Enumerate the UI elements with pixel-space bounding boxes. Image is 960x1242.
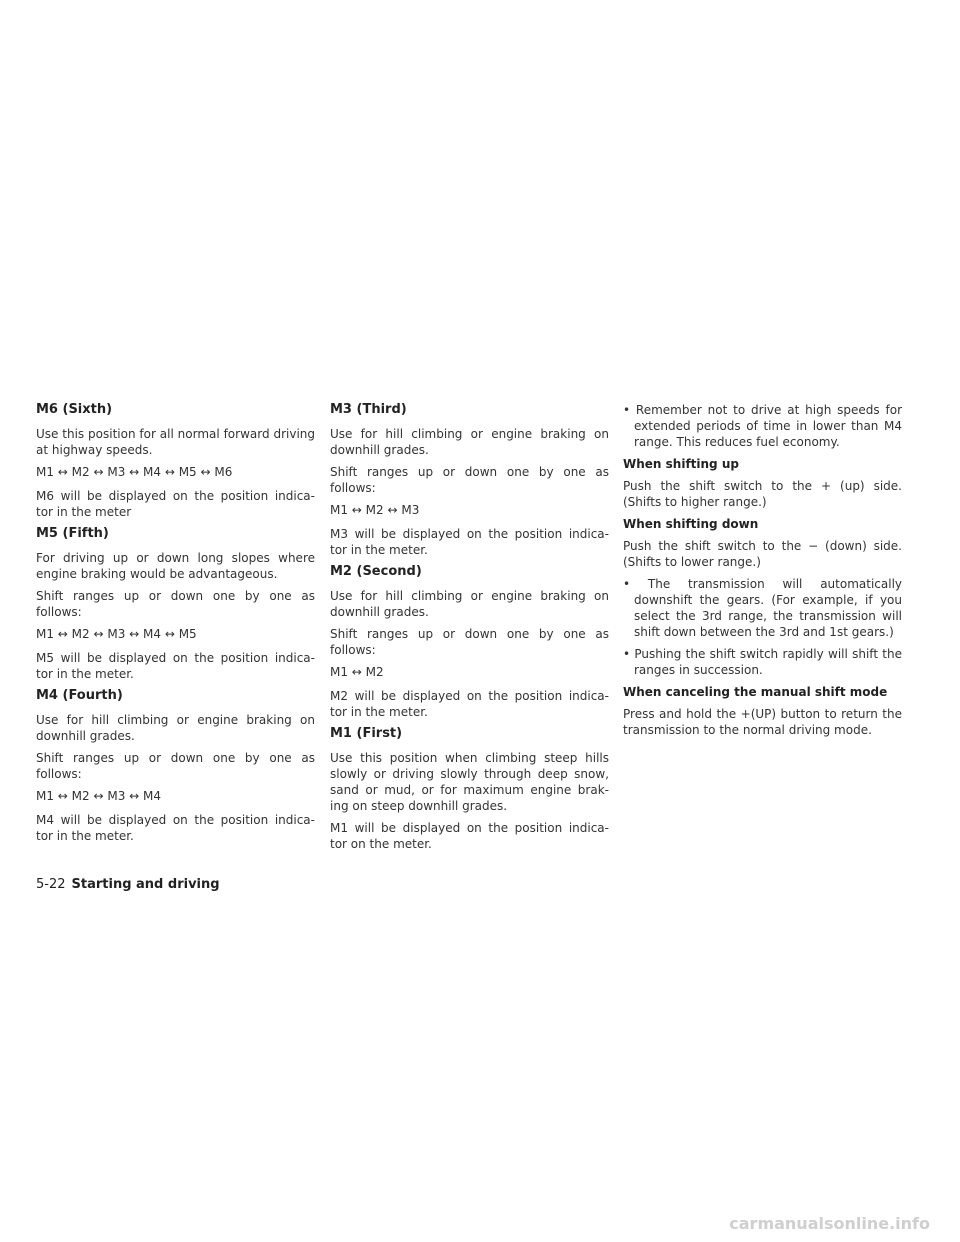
m6-description: Use this position for all normal forward driving at highway speeds. [36, 427, 315, 457]
column-3 [623, 402, 902, 744]
m2-shift-note: Shift ranges up or down one by one as follows: [330, 627, 609, 657]
heading-canceling-manual: When canceling the manual shift mode [623, 685, 888, 699]
heading-m6: M6 (Sixth) [36, 402, 113, 417]
m5-sequence: M1 ↔ M2 ↔ M3 ↔ M4 ↔ M5 [36, 627, 197, 641]
m3-sequence: M1 ↔ M2 ↔ M3 [330, 503, 420, 517]
heading-m1: M1 (First) [330, 726, 403, 741]
section-title: Starting and driving [71, 877, 220, 892]
page-footer [36, 877, 220, 893]
m3-description: Use for hill climbing or engine braking on downhill grades. [330, 427, 609, 457]
m1-description: Use this position when climbing steep hills slowly or driving slowly through deep snow, sand or mud, or for maximum engine brak- ing on steep downhill grades. [330, 751, 609, 813]
watermark: carmanualsonline.info [729, 1214, 930, 1233]
page-number: 5-22 [36, 877, 66, 892]
heading-shifting-down: When shifting down [623, 517, 759, 531]
m2-sequence: M1 ↔ M2 [330, 665, 384, 679]
m5-description: For driving up or down long slopes where engine braking would be advantageous. [36, 551, 315, 581]
m3-shift-note: Shift ranges up or down one by one as follows: [330, 465, 609, 495]
m6-display-note: M6 will be displayed on the position indica- tor in the meter [36, 489, 315, 519]
m5-display-note: M5 will be displayed on the position indica- tor in the meter. [36, 651, 315, 681]
heading-m2: M2 (Second) [330, 564, 422, 579]
canceling-manual-text: Press and hold the +(UP) button to return the transmission to the normal driving mode. [623, 707, 902, 737]
heading-m5: M5 (Fifth) [36, 526, 109, 541]
m2-description: Use for hill climbing or engine braking on downhill grades. [330, 589, 609, 619]
shifting-up-text: Push the shift switch to the + (up) side. (Shifts to higher range.) [623, 479, 902, 509]
m4-shift-note: Shift ranges up or down one by one as follows: [36, 751, 315, 781]
fuel-economy-bullet-list [623, 402, 902, 450]
m3-display-note: M3 will be displayed on the position indica- tor in the meter. [330, 527, 609, 557]
list-item: • Remember not to drive at high speeds for extended periods of time in lower than M4 range. This reduces fuel economy. [623, 403, 902, 449]
list-item: • The transmission will automatically downshift the gears. (For example, if you select the 3rd range, the transmission will shift down between the 3rd and 1st gears.) [623, 577, 902, 639]
shifting-down-text: Push the shift switch to the − (down) side. (Shifts to lower range.) [623, 539, 902, 569]
m5-shift-note: Shift ranges up or down one by one as follows: [36, 589, 315, 619]
list-item: • Pushing the shift switch rapidly will shift the ranges in succession. [623, 647, 902, 677]
m2-display-note: M2 will be displayed on the position indica- tor in the meter. [330, 689, 609, 719]
m4-description: Use for hill climbing or engine braking on downhill grades. [36, 713, 315, 743]
m1-display-note: M1 will be displayed on the position indica- tor on the meter. [330, 821, 609, 851]
column-1 [36, 402, 315, 850]
heading-m3: M3 (Third) [330, 402, 407, 417]
m6-sequence: M1 ↔ M2 ↔ M3 ↔ M4 ↔ M5 ↔ M6 [36, 465, 233, 479]
m4-sequence: M1 ↔ M2 ↔ M3 ↔ M4 [36, 789, 162, 803]
shifting-down-bullet-list [623, 576, 902, 678]
m4-display-note: M4 will be displayed on the position indica- tor in the meter. [36, 813, 315, 843]
heading-m4: M4 (Fourth) [36, 688, 123, 703]
column-2 [330, 402, 609, 858]
heading-shifting-up: When shifting up [623, 457, 739, 471]
